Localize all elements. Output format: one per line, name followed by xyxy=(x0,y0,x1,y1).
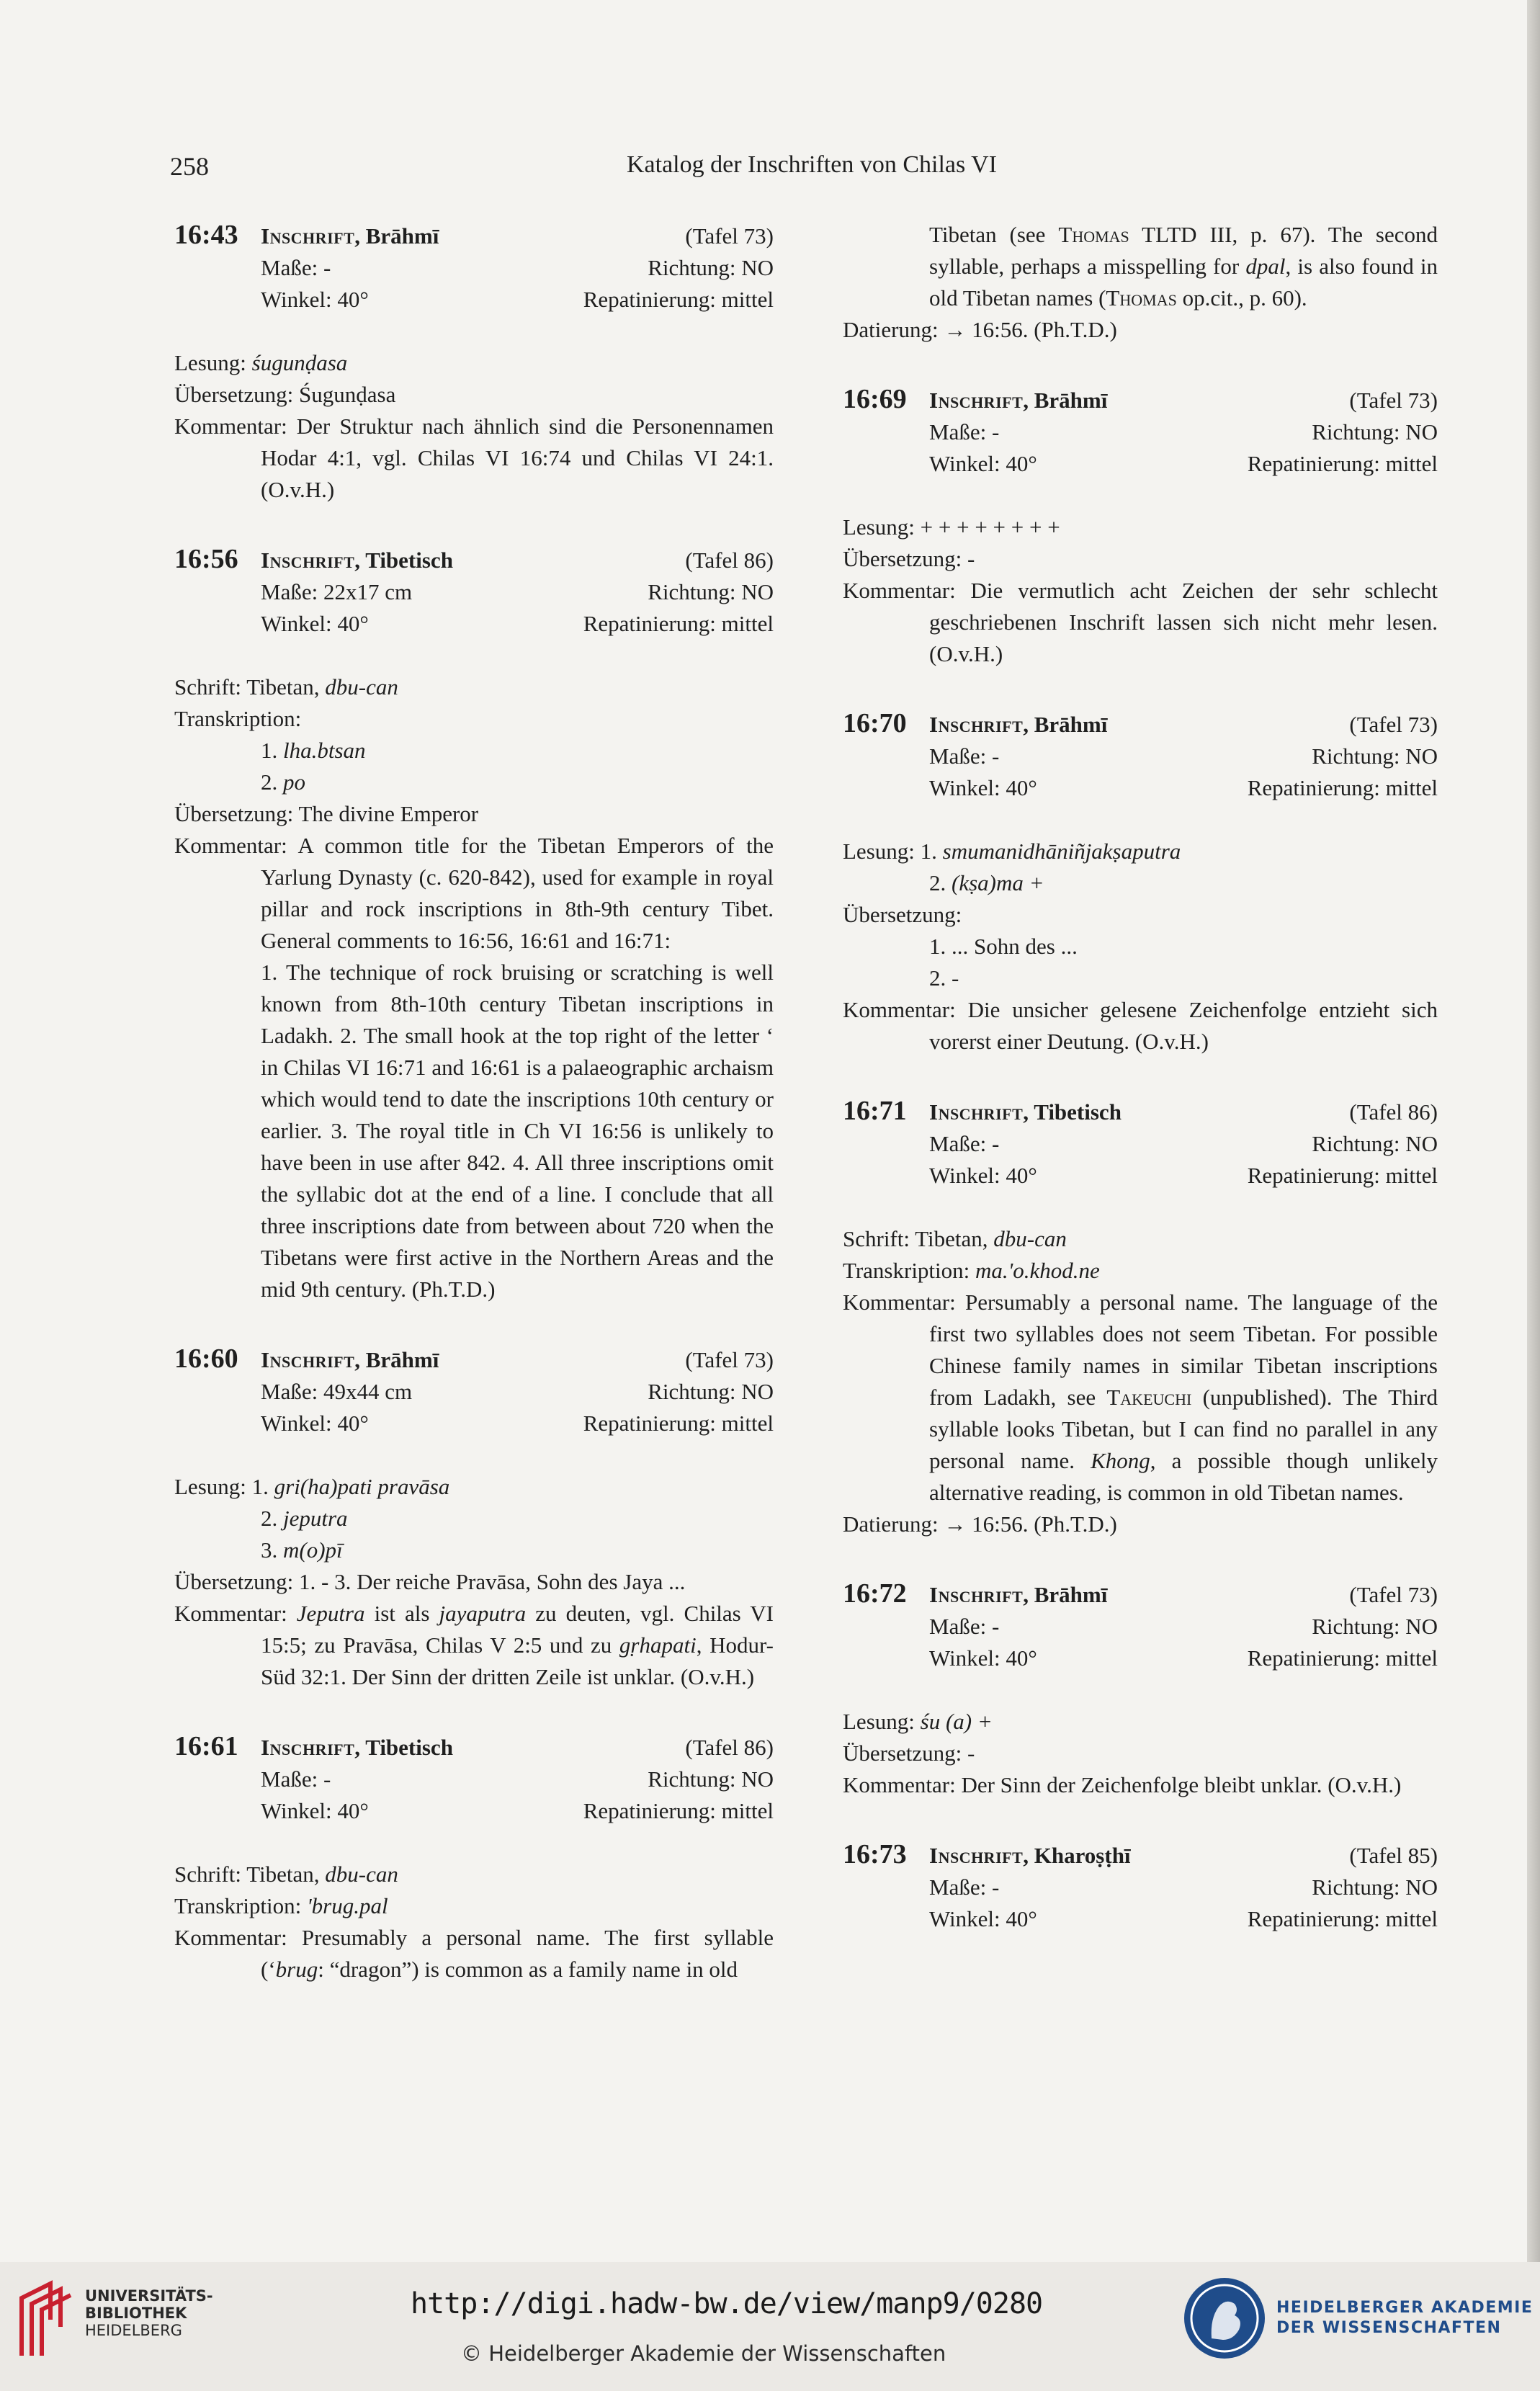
entry-number: 16:43 xyxy=(174,220,238,250)
value-transkription: ma.'o.khod.ne xyxy=(975,1258,1100,1283)
entry-16-43: 16:43 Inschrift, Brāhmī (Tafel 73) Maße: - Richtung: NO Winkel: 40° Repatinierung: mittel Lesung: śugunḍasa Übersetzung: Śugunḍasa Kommentar: Der Struktur nach ähnlich sind die Personennamen Hodar 4:1, vgl. Chilas VI 16:74 und Chilas VI 24:1. (O.v.H.) xyxy=(174,220,774,502)
label-lesung: Lesung: xyxy=(174,350,246,375)
entry-kind: Inschrift xyxy=(261,1735,355,1760)
kommentar-text: ist als xyxy=(364,1601,439,1626)
entry-kind: Inschrift xyxy=(261,223,355,249)
entry-tafel: (Tafel 73) xyxy=(685,223,774,249)
label-masse: Maße: xyxy=(261,1766,318,1792)
left-column xyxy=(174,219,774,1985)
label-masse: Maße: xyxy=(261,1379,318,1404)
uebersetzung-line-1: 1. ... Sohn des ... xyxy=(929,934,1078,959)
trans-line-number: 2. xyxy=(261,769,283,795)
entry-script: Kharoṣṭhī xyxy=(1034,1843,1131,1868)
value-winkel: 40° xyxy=(337,287,369,312)
value-schrift-italic: dbu-can xyxy=(993,1226,1067,1251)
value-masse: 49x44 cm xyxy=(323,1379,413,1404)
label-kommentar: Kommentar: xyxy=(843,1772,956,1797)
value-repat: mittel xyxy=(1385,775,1438,800)
value-richtung: NO xyxy=(741,579,774,604)
kommentar-author: Takeuchi xyxy=(1106,1385,1192,1410)
permalink-url[interactable]: http://digi.hadw-bw.de/view/manp9/0280 xyxy=(411,2287,1043,2320)
label-lesung: Lesung: xyxy=(174,1474,246,1499)
label-richtung: Richtung: xyxy=(648,1766,736,1792)
lesung-line-2: jeputra xyxy=(283,1506,348,1531)
value-richtung: NO xyxy=(1405,743,1438,769)
label-richtung: Richtung: xyxy=(1312,1131,1400,1156)
value-winkel: 40° xyxy=(1006,1645,1037,1671)
kommentar-italic: jayaputra xyxy=(439,1601,527,1626)
value-winkel: 40° xyxy=(1006,1163,1037,1188)
trans-line-2: po xyxy=(283,769,305,795)
entry-script: Brāhmī xyxy=(365,223,439,249)
entry-script: Brāhmī xyxy=(1034,388,1108,413)
kommentar-text: Persumably a personal name. The language of the first two syllables does not seem Tibetan. For possible Chinese family names in similar Tibetan inscriptions from Ladakh, see xyxy=(929,1290,1438,1410)
entry-number: 16:60 xyxy=(174,1344,238,1374)
entry-16-61: 16:61 Inschrift, Tibetisch (Tafel 86) Maße: - Richtung: NO Winkel: 40° Repatinierung: mittel Schrift: Tibetan, dbu-can Transkription: 'brug.pal Kommentar: Presumably a personal name. The first syllable (‘brug: “dragon”) is common as a family name in old xyxy=(174,1731,774,1982)
label-winkel: Winkel: xyxy=(929,451,1000,476)
value-schrift-italic: dbu-can xyxy=(325,674,398,700)
kommentar-italic: Khong xyxy=(1091,1448,1150,1473)
kommentar-text: (unpublished). The Third syllable looks Tibetan, but I can find no parallel in any personal name. xyxy=(929,1385,1438,1473)
value-richtung: NO xyxy=(741,255,774,280)
value-winkel: 40° xyxy=(1006,1906,1037,1931)
label-schrift: Schrift: xyxy=(174,674,241,700)
label-winkel: Winkel: xyxy=(929,1163,1000,1188)
label-masse: Maße: xyxy=(929,419,987,444)
entry-kind: Inschrift xyxy=(929,712,1024,737)
running-title: Katalog der Inschriften von Chilas VI xyxy=(627,151,997,178)
label-uebersetzung: Übersetzung: xyxy=(174,382,294,407)
value-repat: mittel xyxy=(721,287,774,312)
lesung-line-number: 2. xyxy=(929,870,952,895)
right-column xyxy=(843,219,1438,1935)
value-masse: 22x17 cm xyxy=(323,579,413,604)
value-uebersetzung: 1. - 3. Der reiche Pravāsa, Sohn des Jaya ... xyxy=(299,1569,686,1594)
lesung-line-2: (kṣa)ma + xyxy=(952,870,1044,895)
entry-16-70: 16:70 Inschrift, Brāhmī (Tafel 73) Maße: - Richtung: NO Winkel: 40° Repatinierung: mittel Lesung: 1. smumanidhāniñjakṣaputra 2. (kṣa)ma + Übersetzung: 1. ... Sohn des ... 2. - Kommentar: Die unsicher gelesene Zeichenfolge entzieht sich vorerst einer Deutung. (O.v.H.) xyxy=(843,708,1438,1054)
value-datierung: → 16:56. (Ph.T.D.) xyxy=(944,317,1117,342)
university-library-logo-icon[interactable] xyxy=(14,2276,75,2363)
label-masse: Maße: xyxy=(929,1131,987,1156)
label-lesung: Lesung: xyxy=(843,514,915,540)
value-transkription: 'brug.pal xyxy=(307,1893,388,1918)
label-repat: Repatinierung: xyxy=(583,611,716,636)
entry-16-72: 16:72 Inschrift, Brāhmī (Tafel 73) Maße: - Richtung: NO Winkel: 40° Repatinierung: mittel Lesung: śu (a) + Übersetzung: - Kommentar: Der Sinn der Zeichenfolge bleibt unklar. (O.v.H.) xyxy=(843,1578,1438,1797)
label-masse: Maße: xyxy=(261,255,318,280)
entry-tafel: (Tafel 86) xyxy=(685,548,774,573)
entry-kind: Inschrift xyxy=(261,548,355,573)
label-kommentar: Kommentar: xyxy=(843,1290,956,1315)
page-number: 258 xyxy=(170,152,209,181)
lesung-line-number: 2. xyxy=(261,1506,283,1531)
entry-script: Brāhmī xyxy=(365,1347,439,1372)
label-repat: Repatinierung: xyxy=(1247,1906,1380,1931)
value-winkel: 40° xyxy=(337,1798,369,1823)
value-schrift: Tibetan, xyxy=(246,674,320,700)
label-richtung: Richtung: xyxy=(1312,1874,1400,1900)
value-richtung: NO xyxy=(1405,1614,1438,1639)
label-richtung: Richtung: xyxy=(1312,419,1400,444)
kommentar-text: , Hodur-Süd 32:1. Der Sinn der dritten Zeile ist unklar. (O.v.H.) xyxy=(261,1632,774,1689)
entry-number: 16:61 xyxy=(174,1731,238,1761)
label-kommentar: Kommentar: xyxy=(174,1925,287,1950)
label-uebersetzung: Übersetzung: xyxy=(174,801,294,826)
value-richtung: NO xyxy=(1405,1131,1438,1156)
value-repat: mittel xyxy=(1385,1645,1438,1671)
value-schrift-italic: dbu-can xyxy=(325,1862,398,1887)
value-kommentar: A common title for the Tibetan Emperors of the Yarlung Dynasty (c. 620-842), used for example in royal pillar and rock inscriptions in 8th-9th century Tibet. General comments to 16:56, 16:61 and 16:71: xyxy=(261,833,774,953)
kommentar-italic: dpal xyxy=(1245,254,1286,279)
label-repat: Repatinierung: xyxy=(1247,775,1380,800)
label-winkel: Winkel: xyxy=(261,287,332,312)
value-richtung: NO xyxy=(741,1766,774,1792)
label-lesung: Lesung: xyxy=(843,1709,915,1734)
logo-stroke xyxy=(32,2289,61,2356)
value-uebersetzung: - xyxy=(967,546,975,571)
ub-line-1: UNIVERSITÄTS- xyxy=(85,2287,213,2305)
label-richtung: Richtung: xyxy=(1312,743,1400,769)
entry-tafel: (Tafel 73) xyxy=(1349,1582,1438,1607)
entry-tafel: (Tafel 85) xyxy=(1349,1843,1438,1868)
value-lesung: + + + + + + + + xyxy=(920,514,1060,540)
value-richtung: NO xyxy=(741,1379,774,1404)
entry-kind: Inschrift xyxy=(261,1347,355,1372)
label-winkel: Winkel: xyxy=(261,1411,332,1436)
label-transkription: Transkription: xyxy=(843,1258,970,1283)
label-repat: Repatinierung: xyxy=(583,1411,716,1436)
value-masse: - xyxy=(323,255,331,280)
kommentar-italic: Jeputra xyxy=(296,1601,365,1626)
entry-script: Tibetisch xyxy=(1034,1099,1122,1125)
value-kommentar: Die vermutlich acht Zeichen der sehr schlecht geschriebenen Inschrift lassen sich nicht mehr lesen. (O.v.H.) xyxy=(929,578,1438,666)
value-masse: - xyxy=(991,1614,1000,1639)
entry-kind: Inschrift xyxy=(929,388,1024,413)
value-uebersetzung: Śugunḍasa xyxy=(299,382,396,407)
entry-tafel: (Tafel 73) xyxy=(1349,712,1438,737)
value-repat: mittel xyxy=(721,1411,774,1436)
value-uebersetzung: - xyxy=(967,1740,975,1766)
ub-line-2: BIBLIOTHEK xyxy=(85,2305,187,2322)
kommentar-text: Tibetan (see xyxy=(929,222,1059,247)
kommentar-italic: brug xyxy=(275,1957,318,1982)
value-repat: mittel xyxy=(721,611,774,636)
trans-line-number: 1. xyxy=(261,738,283,763)
kommentar-text: zu deuten, vgl. Chilas VI 15:5; zu Pravāsa, Chilas V 2:5 und zu xyxy=(261,1601,774,1658)
value-masse: - xyxy=(991,1131,1000,1156)
hak-line-2: DER WISSENSCHAFTEN xyxy=(1276,2319,1502,2337)
entry-16-73: 16:73 Inschrift, Kharoṣṭhī (Tafel 85) Maße: - Richtung: NO Winkel: 40° Repatinierung: mittel xyxy=(843,1839,1438,1931)
label-kommentar: Kommentar: xyxy=(174,1601,287,1626)
value-winkel: 40° xyxy=(1006,775,1037,800)
entry-16-56: 16:56 Inschrift, Tibetisch (Tafel 86) Maße: 22x17 cm Richtung: NO Winkel: 40° Repatinierung: mittel Schrift: Tibetan, dbu-can Transkription: 1. lha.btsan 2. po Übersetzung: The divine Emperor Kommentar: A common title for the Tibetan Emperors of the Yarlung Dynasty (c. 620-842), used for example in royal pillar and rock inscriptions in 8th-9th century Tibet. General comments to 16:56, 16:61 and 16:71: 1. The technique of rock bruising or scratching is well known from 8th-10th century Tibetan inscriptions in Ladakh. 2. The small hook at the top right of the letter ‘ in Chilas VI 16:71 and 16:61 is a palaeographic archaism which would tend to date the inscriptions 10th century or earlier. 3. The royal title in Ch VI 16:56 is unlikely to have been in use after 842. 4. All three inscriptions omit the syllabic dot at the end of a line. I conclude that all three inscriptions date from between about 720 when the Tibetans were first active in the Northern Areas and the mid 9th century. (Ph.T.D.) xyxy=(174,543,774,1305)
entry-number: 16:70 xyxy=(843,708,907,738)
label-kommentar: Kommentar: xyxy=(843,997,956,1022)
value-masse: - xyxy=(991,1874,1000,1900)
label-repat: Repatinierung: xyxy=(1247,1163,1380,1188)
label-masse: Maße: xyxy=(929,1874,987,1900)
logo-stroke xyxy=(42,2295,71,2356)
label-uebersetzung: Übersetzung: xyxy=(843,1740,962,1766)
uebersetzung-line-2: 2. - xyxy=(929,965,959,991)
label-repat: Repatinierung: xyxy=(1247,1645,1380,1671)
label-schrift: Schrift: xyxy=(843,1226,910,1251)
trans-line-1: lha.btsan xyxy=(283,738,366,763)
kommentar-italic: gṛhapati xyxy=(619,1632,697,1658)
label-datierung: Datierung: xyxy=(843,1511,939,1537)
value-richtung: NO xyxy=(1405,1874,1438,1900)
value-masse: - xyxy=(991,419,1000,444)
kommentar-text: op.cit., p. 60). xyxy=(1176,285,1307,310)
entry-tafel: (Tafel 73) xyxy=(1349,388,1438,413)
university-library-name[interactable] xyxy=(85,2287,213,2339)
label-schrift: Schrift: xyxy=(174,1862,241,1887)
value-schrift: Tibetan, xyxy=(246,1862,320,1887)
entry-script: Tibetisch xyxy=(365,1735,453,1760)
hak-line-1: HEIDELBERGER AKADEMIE xyxy=(1276,2299,1534,2317)
label-kommentar: Kommentar: xyxy=(174,833,287,858)
entry-number: 16:69 xyxy=(843,384,907,414)
label-repat: Repatinierung: xyxy=(583,287,716,312)
value-masse: - xyxy=(991,743,1000,769)
label-winkel: Winkel: xyxy=(261,1798,332,1823)
value-lesung: śugunḍasa xyxy=(251,350,348,375)
kommentar-author: Thomas xyxy=(1106,285,1177,310)
entry-tafel: (Tafel 86) xyxy=(1349,1099,1438,1125)
value-repat: mittel xyxy=(1385,1906,1438,1931)
lesung-line-1: smumanidhāniñjakṣaputra xyxy=(942,839,1181,864)
copyright-notice: © Heidelberger Akademie der Wissenschaften xyxy=(461,2341,946,2366)
value-winkel: 40° xyxy=(1006,451,1037,476)
entry-script: Brāhmī xyxy=(1034,1582,1108,1607)
label-richtung: Richtung: xyxy=(648,255,736,280)
entry-number: 16:71 xyxy=(843,1096,907,1126)
label-kommentar: Kommentar: xyxy=(843,578,956,603)
lesung-line-number: 3. xyxy=(261,1537,283,1563)
value-repat: mittel xyxy=(1385,1163,1438,1188)
lesung-line-number: 1. xyxy=(920,839,943,864)
page-edge xyxy=(1527,0,1540,2262)
kommentar-text: : “dragon”) is common as a family name in old xyxy=(318,1957,738,1982)
entry-tafel: (Tafel 73) xyxy=(685,1347,774,1372)
academy-name[interactable] xyxy=(1276,2298,1533,2338)
kommentar-author: Thomas xyxy=(1058,222,1129,247)
label-datierung: Datierung: xyxy=(843,317,939,342)
entry-16-69: 16:69 Inschrift, Brāhmī (Tafel 73) Maße: - Richtung: NO Winkel: 40° Repatinierung: mittel Lesung: + + + + + + + + Übersetzung: - Kommentar: Die vermutlich acht Zeichen der sehr schlecht geschriebenen Inschrift lassen sich nicht mehr lesen. (O.v.H.) xyxy=(843,384,1438,666)
entry-number: 16:56 xyxy=(174,544,238,574)
label-lesung: Lesung: xyxy=(843,839,915,864)
label-richtung: Richtung: xyxy=(1312,1614,1400,1639)
value-winkel: 40° xyxy=(337,1411,369,1436)
entry-tafel: (Tafel 86) xyxy=(685,1735,774,1760)
kommentar-text: TLTD III, p. 67). The second syllable, perhaps a misspelling for xyxy=(929,222,1438,279)
label-uebersetzung: Übersetzung: xyxy=(843,546,962,571)
label-uebersetzung: Übersetzung: xyxy=(174,1569,294,1594)
label-richtung: Richtung: xyxy=(648,579,736,604)
label-winkel: Winkel: xyxy=(261,611,332,636)
entry-number: 16:72 xyxy=(843,1578,907,1609)
entry-script: Tibetisch xyxy=(365,548,453,573)
value-kommentar: Die unsicher gelesene Zeichenfolge entzieht sich vorerst einer Deutung. (O.v.H.) xyxy=(929,997,1438,1054)
value-repat: mittel xyxy=(1385,451,1438,476)
value-repat: mittel xyxy=(721,1798,774,1823)
lesung-line-1: gri(ha)pati pravāsa xyxy=(274,1474,450,1499)
entry-script: Brāhmī xyxy=(1034,712,1108,737)
label-winkel: Winkel: xyxy=(929,1906,1000,1931)
label-masse: Maße: xyxy=(261,579,318,604)
lesung-line-3: m(o)pī xyxy=(283,1537,343,1563)
label-kommentar: Kommentar: xyxy=(174,414,287,439)
label-winkel: Winkel: xyxy=(929,1645,1000,1671)
label-repat: Repatinierung: xyxy=(583,1798,716,1823)
label-richtung: Richtung: xyxy=(648,1379,736,1404)
value-schrift: Tibetan, xyxy=(915,1226,988,1251)
label-transkription: Transkription: xyxy=(174,1893,302,1918)
entry-16-71: 16:71 Inschrift, Tibetisch (Tafel 86) Maße: - Richtung: NO Winkel: 40° Repatinierung: mittel Schrift: Tibetan, dbu-can Transkription: ma.'o.khod.ne Kommentar: Persumably a personal name. The language of the first two syllables does not seem Tibetan. For possible Chinese family names in similar Tibetan inscriptions from Ladakh, see Takeuchi (unpublished). The Third syllable looks Tibetan, but I can find no parallel in any personal name. Khong, a possible though unlikely alternative reading, is common in old Tibetan names. Datierung: → 16:56. (Ph.T.D.) xyxy=(843,1096,1438,1537)
value-uebersetzung: The divine Emperor xyxy=(298,801,479,826)
entry-16-61-continued xyxy=(843,219,1438,314)
kommentar-text: Presumably a personal name. The first syllable (‘ xyxy=(261,1925,774,1982)
lesung-line-number: 1. xyxy=(251,1474,274,1499)
value-kommentar: Der Sinn der Zeichenfolge bleibt unklar. (O.v.H.) xyxy=(961,1772,1402,1797)
label-uebersetzung: Übersetzung: xyxy=(843,902,962,927)
entry-kind: Inschrift xyxy=(929,1843,1024,1868)
label-repat: Repatinierung: xyxy=(1247,451,1380,476)
entry-kind: Inschrift xyxy=(929,1099,1024,1125)
value-lesung: śu (a) + xyxy=(920,1709,993,1734)
label-winkel: Winkel: xyxy=(929,775,1000,800)
kommentar-text: , is also found in old Tibetan names ( xyxy=(929,254,1438,310)
value-kommentar: Der Struktur nach ähnlich sind die Personennamen Hodar 4:1, vgl. Chilas VI 16:74 und Chilas VI 24:1. (O.v.H.) xyxy=(261,414,774,502)
entry-16-60: 16:60 Inschrift, Brāhmī (Tafel 73) Maße: 49x44 cm Richtung: NO Winkel: 40° Repatinierung: mittel Lesung: 1. gri(ha)pati pravāsa 2. jeputra 3. m(o)pī Übersetzung: 1. - 3. Der reiche Pravāsa, Sohn des Jaya ... Kommentar: Jeputra ist als jayaputra zu deuten, vgl. Chilas VI 15:5; zu Pravāsa, Chilas V 2:5 und zu gṛhapati, Hodur-Süd 32:1. Der Sinn der dritten Zeile ist unklar. (O.v.H.) xyxy=(174,1344,774,1689)
label-masse: Maße: xyxy=(929,1614,987,1639)
value-richtung: NO xyxy=(1405,419,1438,444)
label-masse: Maße: xyxy=(929,743,987,769)
academy-seal-icon[interactable] xyxy=(1181,2275,1268,2361)
entry-number: 16:73 xyxy=(843,1839,907,1869)
value-datierung: → 16:56. (Ph.T.D.) xyxy=(944,1511,1117,1537)
value-masse: - xyxy=(323,1766,331,1792)
value-winkel: 40° xyxy=(337,611,369,636)
ub-line-3: HEIDELBERG xyxy=(85,2322,182,2339)
kommentar-text: , a possible though unlikely alternative reading, is common in old Tibetan names. xyxy=(929,1448,1438,1505)
entry-kind: Inschrift xyxy=(929,1582,1024,1607)
label-transkription: Transkription: xyxy=(174,706,302,731)
value-kommentar-continued: 1. The technique of rock bruising or scratching is well known from 8th-10th century Tibetan inscriptions in Ladakh. 2. The small hook at the top right of the letter ‘ in Chilas VI 16:71 and 16:61 is a palaeographic archaism which would tend to date the inscriptions 10th century or earlier. 3. The royal title in Ch VI 16:56 is unlikely to have been in use after 842. 4. All three inscriptions omit the syllabic dot at the end of a line. I conclude that all three inscriptions date from between about 720 when the Tibetans were first active in the Northern Areas and the mid 9th century. (Ph.T.D.) xyxy=(261,960,774,1302)
